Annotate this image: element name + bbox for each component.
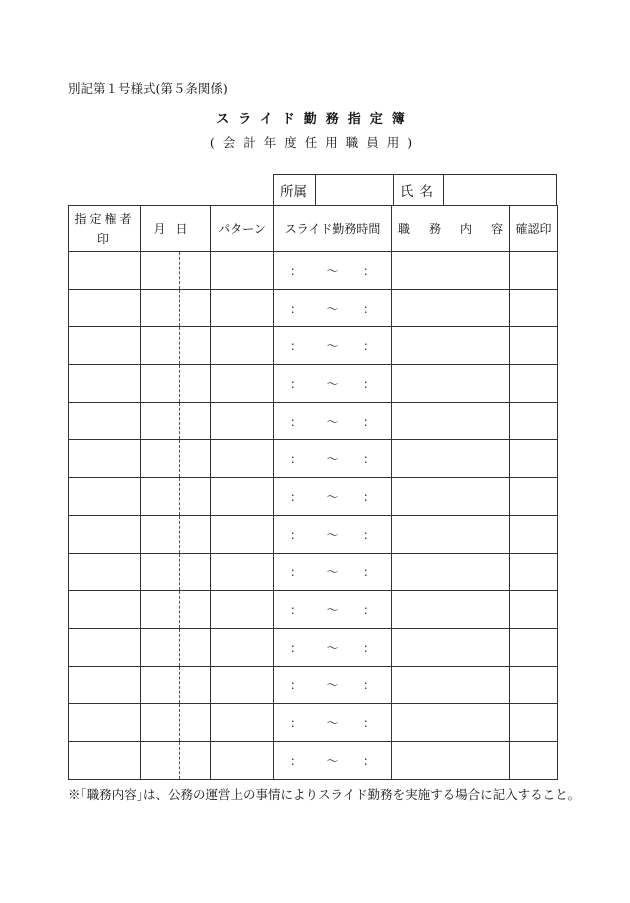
name-label: 氏名	[394, 175, 444, 205]
start-time-colon: ：	[290, 678, 303, 693]
time-range-tilde: 〜	[326, 753, 339, 768]
day-cell[interactable]	[180, 741, 211, 779]
day-cell[interactable]	[180, 365, 211, 403]
confirm-seal-header: 確認印	[510, 206, 558, 252]
slide-time-cell[interactable]	[274, 591, 392, 629]
pattern-cell[interactable]	[211, 402, 274, 440]
slide-time-cell[interactable]	[274, 440, 392, 478]
pattern-cell[interactable]	[211, 666, 274, 704]
end-time-colon: ：	[362, 263, 375, 278]
duties-cell[interactable]	[392, 402, 510, 440]
approver-seal-cell[interactable]	[69, 289, 141, 327]
end-time-colon: ：	[362, 452, 375, 467]
start-time-colon: ：	[290, 640, 303, 655]
slide-time-cell[interactable]	[274, 741, 392, 779]
month-cell[interactable]	[141, 741, 180, 779]
confirm-seal-cell[interactable]	[510, 553, 558, 591]
table-row	[69, 666, 558, 704]
pattern-cell[interactable]	[211, 515, 274, 553]
form-number-label: 別記第１号様式(第５条関係)	[68, 81, 228, 96]
pattern-cell[interactable]	[211, 327, 274, 365]
pattern-header: パターン	[211, 206, 274, 252]
month-cell[interactable]	[141, 365, 180, 403]
day-cell[interactable]	[180, 628, 211, 666]
confirm-seal-cell[interactable]	[510, 741, 558, 779]
approver-seal-cell[interactable]	[69, 741, 141, 779]
time-range	[274, 752, 391, 769]
day-cell[interactable]	[180, 402, 211, 440]
month-cell[interactable]	[141, 402, 180, 440]
slide-time-cell[interactable]	[274, 478, 392, 516]
slide-time-cell[interactable]	[274, 289, 392, 327]
approver-seal-cell[interactable]	[69, 327, 141, 365]
slide-time-cell[interactable]	[274, 327, 392, 365]
time-range	[274, 714, 391, 731]
time-range	[274, 262, 391, 279]
time-range	[274, 601, 391, 618]
time-range	[274, 300, 391, 317]
affiliation-label: 所属	[274, 175, 316, 205]
table-row	[69, 628, 558, 666]
end-time-colon: ：	[362, 753, 375, 768]
end-time-colon: ：	[362, 603, 375, 618]
approver-seal-cell[interactable]	[69, 591, 141, 629]
duties-cell[interactable]	[392, 252, 510, 290]
time-range	[274, 450, 391, 467]
duties-header-char: 務	[429, 222, 442, 236]
affiliation-field[interactable]	[316, 175, 394, 205]
day-cell[interactable]	[180, 553, 211, 591]
pattern-cell[interactable]	[211, 478, 274, 516]
pattern-cell[interactable]	[211, 365, 274, 403]
duties-cell[interactable]	[392, 515, 510, 553]
duties-cell[interactable]	[392, 365, 510, 403]
time-range	[274, 563, 391, 580]
end-time-colon: ：	[362, 301, 375, 316]
slide-time-cell[interactable]	[274, 553, 392, 591]
pattern-cell[interactable]	[211, 628, 274, 666]
duties-cell[interactable]	[392, 741, 510, 779]
table-row	[69, 515, 558, 553]
table-row	[69, 553, 558, 591]
month-cell[interactable]	[141, 628, 180, 666]
time-range	[274, 488, 391, 505]
slide-time-cell[interactable]	[274, 402, 392, 440]
pattern-cell[interactable]	[211, 591, 274, 629]
pattern-cell[interactable]	[211, 289, 274, 327]
duties-cell[interactable]	[392, 666, 510, 704]
time-range-tilde: 〜	[326, 489, 339, 504]
confirm-seal-cell[interactable]	[510, 515, 558, 553]
end-time-colon: ：	[362, 678, 375, 693]
confirm-seal-cell[interactable]	[510, 704, 558, 742]
pattern-cell[interactable]	[211, 252, 274, 290]
approver-header-line2: 印	[96, 231, 112, 246]
time-range-tilde: 〜	[326, 640, 339, 655]
affiliation-name-header	[273, 174, 557, 205]
start-time-colon: ：	[290, 753, 303, 768]
table-header-row	[69, 206, 558, 252]
month-cell[interactable]	[141, 553, 180, 591]
month-cell[interactable]	[141, 591, 180, 629]
approver-seal-cell[interactable]	[69, 515, 141, 553]
duties-cell[interactable]	[392, 289, 510, 327]
approver-seal-cell[interactable]	[69, 704, 141, 742]
confirm-seal-cell[interactable]	[510, 402, 558, 440]
duties-cell[interactable]	[392, 553, 510, 591]
approver-seal-cell[interactable]	[69, 478, 141, 516]
approver-seal-cell[interactable]	[69, 440, 141, 478]
start-time-colon: ：	[290, 527, 303, 542]
table-row	[69, 478, 558, 516]
pattern-cell[interactable]	[211, 553, 274, 591]
confirm-seal-cell[interactable]	[510, 666, 558, 704]
start-time-colon: ：	[290, 716, 303, 731]
month-cell[interactable]	[141, 252, 180, 290]
time-range-tilde: 〜	[326, 339, 339, 354]
pattern-cell[interactable]	[211, 440, 274, 478]
day-cell[interactable]	[180, 591, 211, 629]
time-range-tilde: 〜	[326, 603, 339, 618]
duties-header	[392, 206, 510, 252]
name-field[interactable]	[444, 175, 556, 205]
approver-seal-cell[interactable]	[69, 252, 141, 290]
time-range-tilde: 〜	[326, 452, 339, 467]
approver-seal-cell[interactable]	[69, 553, 141, 591]
time-range	[274, 413, 391, 430]
month-cell[interactable]	[141, 515, 180, 553]
time-range	[274, 337, 391, 354]
pattern-cell[interactable]	[211, 704, 274, 742]
month-cell[interactable]	[141, 478, 180, 516]
pattern-cell[interactable]	[211, 741, 274, 779]
end-time-colon: ：	[362, 527, 375, 542]
slide-time-header: スライド勤務時間	[274, 206, 392, 252]
approver-seal-header	[69, 206, 141, 252]
duties-header-char: 職	[398, 222, 411, 236]
time-range-tilde: 〜	[326, 263, 339, 278]
time-range-tilde: 〜	[326, 678, 339, 693]
day-cell[interactable]	[180, 327, 211, 365]
duties-header-char: 容	[490, 222, 503, 236]
month-cell[interactable]	[141, 666, 180, 704]
day-cell[interactable]	[180, 289, 211, 327]
date-header: 月日	[141, 206, 211, 252]
month-cell[interactable]	[141, 327, 180, 365]
time-range-tilde: 〜	[326, 565, 339, 580]
confirm-seal-cell[interactable]	[510, 591, 558, 629]
time-range	[274, 639, 391, 656]
start-time-colon: ：	[290, 452, 303, 467]
end-time-colon: ：	[362, 414, 375, 429]
end-time-colon: ：	[362, 716, 375, 731]
month-cell[interactable]	[141, 704, 180, 742]
duties-cell[interactable]	[392, 440, 510, 478]
document-subtitle: (会計年度任用職員用)	[209, 135, 421, 150]
table-row	[69, 252, 558, 290]
day-cell[interactable]	[180, 515, 211, 553]
start-time-colon: ：	[290, 565, 303, 580]
table-body	[69, 252, 558, 780]
start-time-colon: ：	[290, 603, 303, 618]
table-row	[69, 591, 558, 629]
table-row	[69, 327, 558, 365]
slide-time-cell[interactable]	[274, 704, 392, 742]
start-time-colon: ：	[290, 414, 303, 429]
end-time-colon: ：	[362, 339, 375, 354]
end-time-colon: ：	[362, 489, 375, 504]
slide-time-cell[interactable]	[274, 515, 392, 553]
day-cell[interactable]	[180, 478, 211, 516]
duties-cell[interactable]	[392, 478, 510, 516]
table-row	[69, 704, 558, 742]
approver-header-line1: 指定権者	[74, 211, 135, 226]
duties-cell[interactable]	[392, 628, 510, 666]
month-cell[interactable]	[141, 289, 180, 327]
table-row	[69, 741, 558, 779]
time-range	[274, 375, 391, 392]
confirm-seal-cell[interactable]	[510, 289, 558, 327]
time-range	[274, 676, 391, 693]
end-time-colon: ：	[362, 376, 375, 391]
start-time-colon: ：	[290, 263, 303, 278]
start-time-colon: ：	[290, 339, 303, 354]
time-range-tilde: 〜	[326, 301, 339, 316]
day-cell[interactable]	[180, 666, 211, 704]
confirm-seal-cell[interactable]	[510, 252, 558, 290]
footnote: ※｢職務内容｣は、公務の運営上の事情によりスライド勤務を実施する場合に記入すること。	[68, 787, 581, 802]
confirm-seal-cell[interactable]	[510, 440, 558, 478]
time-range	[274, 526, 391, 543]
table-row	[69, 365, 558, 403]
table-row	[69, 402, 558, 440]
day-cell[interactable]	[180, 440, 211, 478]
approver-seal-cell[interactable]	[69, 666, 141, 704]
confirm-seal-cell[interactable]	[510, 365, 558, 403]
end-time-colon: ：	[362, 565, 375, 580]
duties-header-char: 内	[459, 222, 472, 236]
slide-work-table	[68, 205, 558, 780]
month-cell[interactable]	[141, 440, 180, 478]
time-range-tilde: 〜	[326, 716, 339, 731]
time-range-tilde: 〜	[326, 376, 339, 391]
slide-time-cell[interactable]	[274, 252, 392, 290]
start-time-colon: ：	[290, 301, 303, 316]
approver-seal-cell[interactable]	[69, 402, 141, 440]
approver-seal-cell[interactable]	[69, 365, 141, 403]
start-time-colon: ：	[290, 376, 303, 391]
duties-cell[interactable]	[392, 591, 510, 629]
duties-cell[interactable]	[392, 704, 510, 742]
time-range-tilde: 〜	[326, 414, 339, 429]
duties-cell[interactable]	[392, 327, 510, 365]
confirm-seal-cell[interactable]	[510, 628, 558, 666]
confirm-seal-cell[interactable]	[510, 327, 558, 365]
day-cell[interactable]	[180, 704, 211, 742]
table-row	[69, 289, 558, 327]
document-title: スライド勤務指定簿	[216, 112, 414, 127]
end-time-colon: ：	[362, 640, 375, 655]
start-time-colon: ：	[290, 489, 303, 504]
slide-time-cell[interactable]	[274, 628, 392, 666]
approver-seal-cell[interactable]	[69, 628, 141, 666]
table-row	[69, 440, 558, 478]
slide-time-cell[interactable]	[274, 365, 392, 403]
time-range-tilde: 〜	[326, 527, 339, 542]
day-cell[interactable]	[180, 252, 211, 290]
slide-time-cell[interactable]	[274, 666, 392, 704]
confirm-seal-cell[interactable]	[510, 478, 558, 516]
